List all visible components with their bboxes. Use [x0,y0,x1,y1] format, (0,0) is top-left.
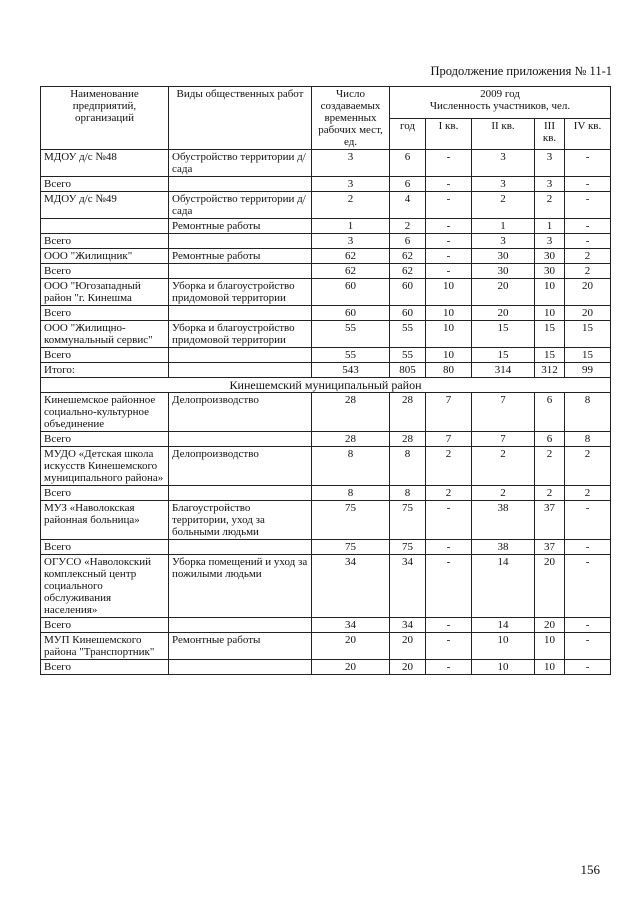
cell-q2: 15 [472,321,535,348]
cell-places: 3 [312,177,390,192]
cell-q2: 20 [472,279,535,306]
cell-q4: - [565,618,611,633]
cell-q2: 2 [472,486,535,501]
cell-q4: - [565,633,611,660]
cell-q2: 10 [472,660,535,675]
cell-q4: 20 [565,306,611,321]
cell-q2: 3 [472,150,535,177]
cell-org: Всего [41,177,169,192]
cell-places: 75 [312,540,390,555]
cell-q4: 2 [565,264,611,279]
table-header-row [41,87,611,119]
cell-q3: 312 [535,363,565,378]
cell-places: 75 [312,501,390,540]
public-works-table [40,86,611,675]
cell-places: 8 [312,447,390,486]
cell-org: ООО "Югозападный район "г. Кинешма [41,279,169,306]
cell-work: Обустройство территории д/сада [169,192,312,219]
cell-year: 75 [390,540,426,555]
table-row [41,321,611,348]
cell-q1: 2 [426,447,472,486]
table-row [41,393,611,432]
table-row [41,555,611,618]
cell-org: Всего [41,660,169,675]
cell-q4: 8 [565,393,611,432]
cell-q4: 15 [565,348,611,363]
cell-places: 62 [312,249,390,264]
table-row [41,264,611,279]
table-row [41,540,611,555]
table-row [41,618,611,633]
cell-org [41,219,169,234]
cell-places: 55 [312,321,390,348]
cell-q3: 37 [535,501,565,540]
cell-work: Обустройство территории д/сада [169,150,312,177]
cell-q1: - [426,249,472,264]
cell-work [169,432,312,447]
cell-year: 6 [390,150,426,177]
cell-year: 805 [390,363,426,378]
cell-year: 20 [390,660,426,675]
cell-q4: 99 [565,363,611,378]
cell-q1: - [426,555,472,618]
cell-year: 8 [390,447,426,486]
table-row [41,279,611,306]
cell-q4: - [565,150,611,177]
cell-work: Ремонтные работы [169,219,312,234]
cell-q3: 3 [535,150,565,177]
cell-places: 3 [312,150,390,177]
table-row [41,192,611,219]
cell-q3: 30 [535,264,565,279]
cell-places: 8 [312,486,390,501]
cell-q3: 15 [535,348,565,363]
cell-q2: 3 [472,234,535,249]
cell-q4: 2 [565,486,611,501]
cell-q1: 7 [426,393,472,432]
cell-work [169,264,312,279]
cell-q3: 6 [535,432,565,447]
cell-places: 60 [312,279,390,306]
cell-q2: 2 [472,447,535,486]
table-row [41,306,611,321]
cell-year: 60 [390,306,426,321]
cell-q3: 37 [535,540,565,555]
cell-places: 28 [312,393,390,432]
cell-org: ООО "Жилищно-коммунальный сервис" [41,321,169,348]
cell-year: 28 [390,393,426,432]
cell-work: Уборка помещений и уход за пожилыми людьми [169,555,312,618]
cell-q4: - [565,501,611,540]
col-header-participants-title: Численность участников, чел. [429,100,571,112]
cell-q4: 15 [565,321,611,348]
table-body [41,150,611,675]
cell-q1: 2 [426,486,472,501]
cell-org: ОГУСО «Наволокский комплексный центр социального обслуживания населения» [41,555,169,618]
cell-places: 62 [312,264,390,279]
cell-org: МУДО «Детская школа искусств Кинешемского муниципального района» [41,447,169,486]
cell-q3: 6 [535,393,565,432]
cell-q2: 7 [472,432,535,447]
cell-q2: 30 [472,249,535,264]
cell-q4: - [565,660,611,675]
col-header-work-type: Виды общественных работ [169,87,312,150]
cell-org: МДОУ д/с №48 [41,150,169,177]
cell-work [169,540,312,555]
cell-work: Делопроизводство [169,393,312,432]
cell-q4: - [565,219,611,234]
cell-work [169,234,312,249]
cell-q4: - [565,177,611,192]
cell-q1: - [426,660,472,675]
cell-q2: 38 [472,540,535,555]
cell-q4: - [565,192,611,219]
cell-q1: - [426,192,472,219]
cell-q1: 10 [426,279,472,306]
cell-places: 3 [312,234,390,249]
cell-org: МУП Кинешемского района "Транспортник" [41,633,169,660]
cell-q1: 7 [426,432,472,447]
cell-work [169,348,312,363]
cell-year: 62 [390,264,426,279]
cell-places: 60 [312,306,390,321]
cell-year: 4 [390,192,426,219]
appendix-continuation-note: Продолжение приложения № 11-1 [430,64,612,78]
cell-q1: - [426,177,472,192]
cell-q3: 3 [535,177,565,192]
table-row [41,432,611,447]
cell-q2: 2 [472,192,535,219]
cell-work: Благоустройство территории, уход за больными людьми [169,501,312,540]
cell-org: Всего [41,306,169,321]
cell-year: 55 [390,321,426,348]
cell-q2: 38 [472,501,535,540]
cell-org: МУЗ «Наволокская районная больница» [41,501,169,540]
cell-work: Ремонтные работы [169,249,312,264]
cell-q1: - [426,264,472,279]
cell-places: 20 [312,633,390,660]
cell-org: Итого: [41,363,169,378]
cell-q1: - [426,633,472,660]
cell-q3: 2 [535,447,565,486]
cell-org: МДОУ д/с №49 [41,192,169,219]
table-row [41,234,611,249]
cell-q4: 2 [565,447,611,486]
cell-year: 6 [390,234,426,249]
cell-q2: 7 [472,393,535,432]
cell-q2: 1 [472,219,535,234]
cell-q2: 3 [472,177,535,192]
cell-org: Всего [41,486,169,501]
cell-q1: - [426,618,472,633]
cell-q1: - [426,234,472,249]
cell-work [169,486,312,501]
cell-q1: - [426,219,472,234]
cell-year: 8 [390,486,426,501]
cell-year: 75 [390,501,426,540]
cell-places: 543 [312,363,390,378]
cell-q1: - [426,540,472,555]
cell-year: 62 [390,249,426,264]
cell-q3: 2 [535,192,565,219]
cell-q1: 10 [426,306,472,321]
table-row [41,447,611,486]
cell-places: 20 [312,660,390,675]
cell-work: Уборка и благоустройство придомовой территории [169,279,312,306]
cell-org: Всего [41,348,169,363]
page-number: 156 [580,862,600,877]
col-header-q2: II кв. [472,118,535,150]
cell-work: Делопроизводство [169,447,312,486]
cell-q2: 14 [472,618,535,633]
table-row [41,363,611,378]
cell-q4: 8 [565,432,611,447]
cell-year: 2 [390,219,426,234]
table-row [41,150,611,177]
section-header-row [41,378,611,393]
table-row [41,177,611,192]
cell-q4: 20 [565,279,611,306]
cell-q1: 80 [426,363,472,378]
cell-q3: 15 [535,321,565,348]
table-row [41,501,611,540]
cell-q2: 10 [472,633,535,660]
cell-q2: 20 [472,306,535,321]
cell-q4: - [565,555,611,618]
table-row [41,249,611,264]
cell-places: 28 [312,432,390,447]
cell-year: 34 [390,618,426,633]
col-header-year: год [390,118,426,150]
cell-q3: 1 [535,219,565,234]
cell-q2: 30 [472,264,535,279]
cell-q3: 20 [535,555,565,618]
cell-work [169,306,312,321]
table-row [41,660,611,675]
col-header-q3: III кв. [535,118,565,150]
cell-org: Всего [41,618,169,633]
cell-places: 34 [312,555,390,618]
table-row [41,348,611,363]
col-header-places: Число создаваемых временных рабочих мест, ед. [312,87,390,150]
col-header-participants-group [390,87,611,119]
cell-q2: 14 [472,555,535,618]
cell-places: 34 [312,618,390,633]
cell-places: 1 [312,219,390,234]
cell-year: 20 [390,633,426,660]
cell-work [169,660,312,675]
cell-year: 60 [390,279,426,306]
cell-q4: 2 [565,249,611,264]
cell-q1: - [426,501,472,540]
cell-q1: 10 [426,321,472,348]
cell-q3: 10 [535,633,565,660]
cell-work: Уборка и благоустройство придомовой территории [169,321,312,348]
col-header-organization: Наименование предприятий, организаций [41,87,169,150]
cell-year: 6 [390,177,426,192]
cell-year: 34 [390,555,426,618]
cell-org: Всего [41,264,169,279]
table-row [41,633,611,660]
cell-work: Ремонтные работы [169,633,312,660]
cell-work [169,363,312,378]
col-header-q4: IV кв. [565,118,611,150]
cell-org: Всего [41,540,169,555]
cell-places: 2 [312,192,390,219]
table-row [41,219,611,234]
cell-org: Кинешемское районное социально-культурное объединение [41,393,169,432]
cell-q2: 314 [472,363,535,378]
col-header-year-title: 2009 год [480,88,520,100]
table-row [41,486,611,501]
cell-q3: 10 [535,279,565,306]
cell-q2: 15 [472,348,535,363]
col-header-q1: I кв. [426,118,472,150]
cell-year: 55 [390,348,426,363]
cell-year: 28 [390,432,426,447]
cell-q3: 2 [535,486,565,501]
cell-org: Всего [41,234,169,249]
cell-work [169,177,312,192]
cell-q1: - [426,150,472,177]
cell-q3: 10 [535,306,565,321]
cell-q3: 3 [535,234,565,249]
cell-places: 55 [312,348,390,363]
cell-q1: 10 [426,348,472,363]
cell-work [169,618,312,633]
cell-q4: - [565,234,611,249]
section-title: Кинешемский муниципальный район [41,378,611,393]
cell-q4: - [565,540,611,555]
cell-q3: 30 [535,249,565,264]
cell-org: Всего [41,432,169,447]
cell-q3: 10 [535,660,565,675]
cell-org: ООО "Жилищник" [41,249,169,264]
cell-q3: 20 [535,618,565,633]
